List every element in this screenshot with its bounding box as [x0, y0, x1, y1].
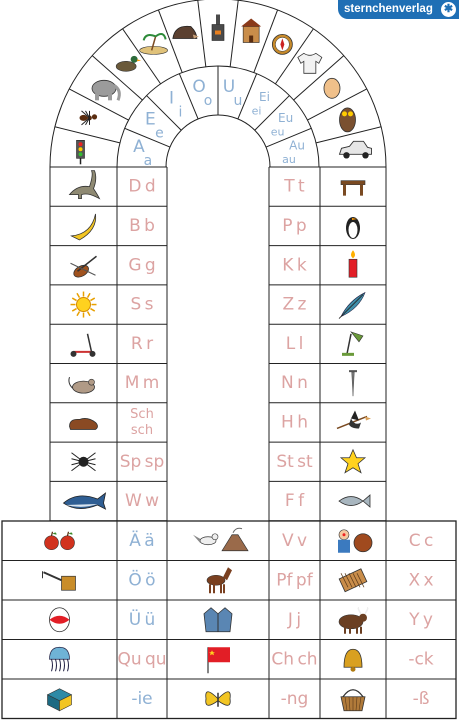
bottom-letters-a-0-text: Ä ä — [129, 530, 155, 551]
traffic-light-icon — [77, 140, 85, 164]
bottom-letters-b-2 — [287, 610, 301, 630]
right-letters-8-text: F f — [284, 491, 305, 512]
bottom-letters-c-0 — [409, 531, 434, 551]
arch-letter-lower: eu — [270, 125, 285, 139]
arch-letter-upper: Au — [289, 138, 305, 153]
arch-letters-1 — [145, 109, 164, 141]
bottom-letters-b-2-text: J j — [287, 609, 302, 630]
elephant-icon — [92, 80, 119, 100]
witch-icon — [337, 410, 371, 428]
bottom-letters-b-0 — [282, 531, 307, 551]
bottom-letters-b-1 — [276, 570, 313, 590]
butterfly-icon — [206, 692, 231, 707]
bottom-letters-b-3-text: Ch ch — [271, 649, 318, 670]
bottom-letters-b-3 — [271, 649, 317, 669]
bottom-letters-a-0 — [129, 530, 154, 551]
mouse-icon — [69, 377, 95, 393]
candle-icon — [349, 250, 357, 277]
bottom-letters-a-2-text: Ü ü — [128, 609, 156, 630]
bottom-letters-a-3 — [117, 649, 166, 669]
left-letters-6-lower: sch — [130, 422, 154, 438]
right-letters-5-text: N n — [281, 373, 308, 394]
apples-icon — [45, 532, 75, 550]
jacket-icon — [204, 608, 232, 632]
bird-and-volcano-icon — [193, 528, 248, 551]
left-letters-4-text: R r — [130, 333, 154, 354]
left-letters-7-text: Sp sp — [119, 451, 165, 472]
arch-letters-4 — [223, 77, 243, 109]
left-letters-0-text: D d — [128, 176, 156, 197]
bottom-letters-a-1-text: Ö ö — [128, 570, 156, 591]
horse-icon — [207, 567, 232, 593]
banana-icon — [72, 214, 96, 240]
scooter-icon — [71, 334, 96, 357]
left-letters-7 — [120, 452, 165, 472]
right-letters-7-text: St st — [276, 451, 313, 472]
arch-letter-lower: ei — [251, 104, 262, 118]
arch-letter-upper: Ei — [259, 89, 270, 104]
left-letters-6-upper: Sch — [130, 406, 154, 422]
arch-letter-lower: o — [203, 92, 213, 109]
right-letters-0 — [283, 177, 305, 197]
right-letters-6-text: H h — [281, 412, 308, 433]
right-letters-8 — [285, 491, 305, 511]
egg-icon — [324, 78, 340, 98]
brand-star-icon: ✱ — [441, 2, 456, 17]
arch — [50, 0, 386, 169]
arch-letter-lower: au — [282, 153, 296, 167]
right-letters-1-text: P p — [282, 215, 307, 236]
fish-icon — [339, 495, 370, 507]
left-letters-5-text: M m — [124, 373, 160, 394]
bottom-letters-a-4 — [131, 689, 152, 709]
bottom-letters-c-1-text: X x — [408, 570, 434, 591]
arch-letter-lower: e — [155, 125, 164, 142]
left-letters-6 — [130, 407, 154, 438]
arch-letter-upper: I — [168, 88, 175, 109]
sun-icon — [71, 292, 97, 318]
bottom-table — [2, 521, 456, 719]
island-icon — [140, 34, 168, 54]
box-icon — [48, 689, 72, 711]
flag-icon — [208, 647, 230, 673]
arch-letter-upper: E — [145, 109, 156, 130]
right-letters-3-text: Z z — [282, 294, 307, 315]
bottom-letters-c-2-text: Y y — [409, 609, 433, 630]
shoe-icon — [70, 418, 98, 429]
stove-icon — [212, 15, 224, 41]
bell-icon — [344, 649, 362, 672]
chocolate-egg-icon — [50, 608, 70, 632]
lamp-icon — [342, 332, 363, 356]
bottom-letters-b-4-text: -ng — [280, 688, 309, 709]
bottom-letters-a-2 — [129, 608, 156, 630]
right-letters-2 — [282, 255, 307, 275]
left-letters-2 — [128, 255, 155, 275]
arch-letter-upper: U — [222, 76, 236, 97]
arch-letters-3 — [192, 77, 212, 109]
feather-icon — [339, 293, 365, 319]
whale-icon — [64, 493, 106, 509]
bottom-letters-c-2 — [408, 610, 433, 630]
shirt-icon — [298, 53, 322, 73]
arch-letter-lower: u — [233, 92, 243, 109]
house-icon — [241, 19, 261, 43]
left-letters-8-text: W w — [124, 491, 160, 512]
right-letters-3 — [283, 295, 307, 315]
arch-letters-7 — [282, 139, 305, 167]
arch-letter-upper: A — [133, 137, 145, 158]
left-letters-3-text: S s — [130, 294, 154, 315]
bottom-letters-b-0-text: V v — [281, 530, 308, 551]
arch-letter-lower: i — [178, 104, 183, 121]
hedgehog-icon — [173, 26, 199, 38]
duck-icon — [116, 56, 141, 72]
arch-letter-lower: a — [143, 153, 153, 170]
violin-icon — [71, 256, 97, 279]
clown-and-ball-icon — [338, 530, 372, 553]
bottom-letters-c-4 — [413, 689, 430, 709]
bottom-letters-a-1 — [128, 568, 155, 590]
right-letters-5 — [281, 373, 308, 393]
table-icon — [341, 181, 365, 196]
dinosaur-icon — [70, 171, 100, 199]
owl-icon — [339, 108, 355, 132]
right-letters-7 — [276, 452, 313, 472]
right-letters-0-text: T t — [284, 176, 305, 197]
left-letters-3 — [130, 295, 153, 315]
bottom-letters-a-4-text: -ie — [131, 688, 153, 709]
arch-letters-6 — [271, 111, 293, 138]
ant-icon — [80, 111, 98, 125]
bottom-letters-c-4-text: -ß — [412, 688, 430, 709]
right-letters-4 — [286, 334, 304, 354]
arch-letter-upper: O — [192, 76, 206, 97]
yak-icon — [339, 608, 368, 634]
bottom-letters-c-3-text: -ck — [408, 649, 434, 670]
right-letters-6 — [281, 412, 308, 432]
penguin-icon — [346, 217, 360, 239]
star-icon — [341, 450, 365, 473]
brand-text: sternchenverlag — [344, 3, 433, 15]
left-letters-2-text: G g — [128, 255, 156, 276]
bottom-letters-b-4 — [281, 689, 309, 709]
left-letters-1 — [129, 216, 155, 236]
spider-icon — [72, 453, 96, 471]
arch-letters-5 — [252, 90, 270, 118]
compass-icon — [272, 34, 292, 54]
bottom-letters-c-1 — [408, 570, 433, 590]
left-letters-5 — [125, 373, 160, 393]
raft-icon — [339, 569, 367, 592]
oil-can-icon — [43, 571, 76, 590]
bottom-letters-c-3 — [408, 649, 433, 669]
right-letters-4-text: L l — [285, 333, 304, 354]
left-letters-1-text: B b — [129, 215, 155, 236]
bottom-letters-a-3-text: Qu qu — [117, 649, 167, 670]
car-icon — [339, 141, 371, 158]
left-letters-4 — [131, 334, 153, 354]
left-letters-0 — [128, 177, 155, 197]
right-letters-1 — [282, 216, 306, 236]
bottom-letters-b-1-text: Pf pf — [276, 570, 313, 591]
nail-icon — [349, 370, 357, 396]
basket-icon — [341, 690, 365, 711]
arch-letters-0 — [133, 137, 152, 169]
arch-letters-2 — [169, 88, 182, 120]
jellyfish-icon — [50, 647, 70, 671]
arch-letter-upper: Eu — [278, 110, 294, 125]
right-letters-2-text: K k — [282, 255, 307, 276]
left-letters-8 — [125, 491, 159, 511]
bottom-letters-c-0-text: C c — [408, 530, 434, 551]
